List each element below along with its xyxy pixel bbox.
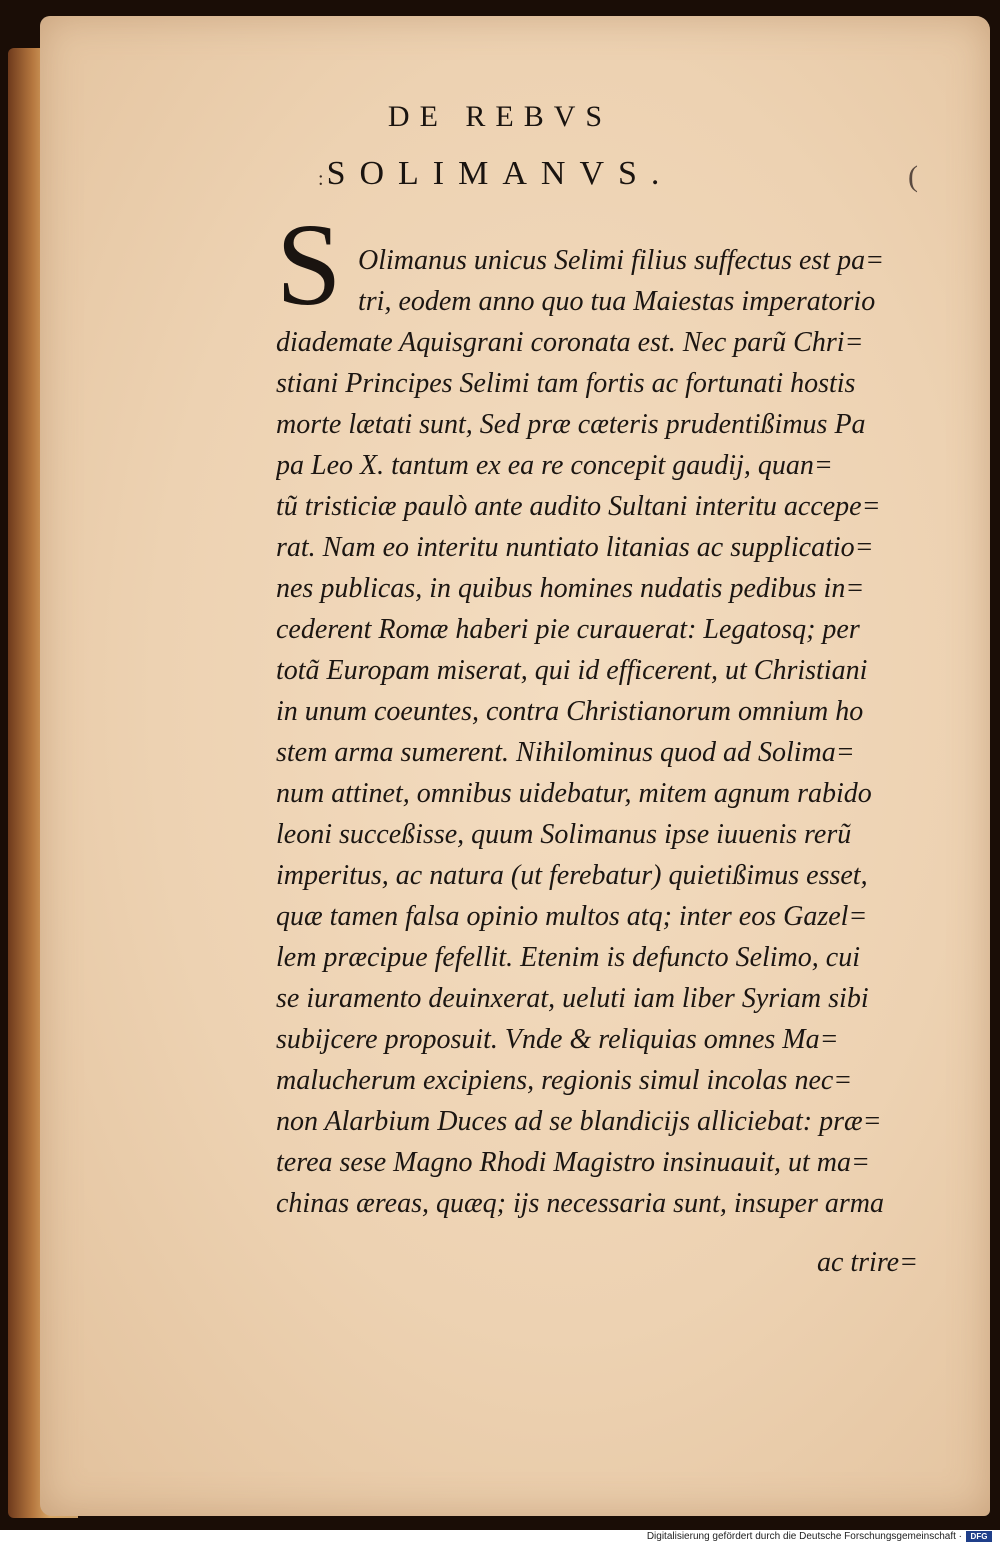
text-line: in unum coeuntes, contra Christianorum omnium ho [276,696,864,727]
footer-credit: Digitalisierung gefördert durch die Deutsche Forschungsgemeinschaft · [646,1531,962,1542]
text-line: quæ tamen falsa opinio multos atq; inter eos Gazel= [276,901,868,932]
text-line: terea sese Magno Rhodi Magistro insinuauit, ut ma= [276,1147,870,1178]
text-line: pa Leo X. tantum ex ea re concepit gaudij, quan= [276,450,833,481]
drop-cap-initial: S [276,199,342,330]
margin-mark-right: ( [908,160,918,193]
text-line: cederent Romæ haberi pie curauerat: Legatosq; per [276,614,860,645]
text-line: Olimanus unicus Selimi filius suffectus est pa= [358,245,884,276]
body-text [276,240,928,1224]
text-line: tũ tristiciæ paulò ante audito Sultani interitu accepe= [276,491,881,522]
text-line: stiani Principes Selimi tam fortis ac fortunati hostis [276,368,856,399]
text-line: imperitus, ac natura (ut ferebatur) quietißimus esset, [276,860,868,891]
text-line: rat. Nam eo interitu nuntiato litanias ac supplicatio= [276,532,874,563]
text-line: non Alarbium Duces ad se blandicijs alliciebat: præ= [276,1106,882,1137]
text-line: malucherum excipiens, regionis simul incolas nec= [276,1065,853,1096]
text-line: se iuramento deuinxerat, ueluti iam liber Syriam sibi [276,983,869,1014]
text-line: num attinet, omnibus uidebatur, mitem agnum rabido [276,778,872,809]
text-line: lem præcipue fefellit. Etenim is defuncto Selimo, cui [276,942,860,973]
catchword: ac trire= [816,1247,918,1278]
text-line: morte lætati sunt, Sed præ cæteris prudentißimus Pa [276,409,866,440]
text-line: stem arma sumerent. Nihilominus quod ad Solima= [276,737,855,768]
text-line: totã Europam miserat, qui id efficerent, ut Christiani [276,655,868,686]
text-line: nes publicas, in quibus homines nudatis pedibus in= [276,573,865,604]
text-line: subijcere proposuit. Vnde & reliquias omnes Ma= [276,1024,839,1055]
text-line: tri, eodem anno quo tua Maiestas imperatorio [358,286,876,317]
margin-mark-left: : [318,168,324,190]
text-line: leoni succeßisse, quum Solimanus ipse iuuenis rerũ [276,819,852,850]
text-line: chinas æreas, quæq; ijs necessaria sunt, insuper arma [276,1188,884,1219]
dfg-logo: DFG [966,1531,992,1542]
running-head: DE REBVS [387,100,613,133]
text-line: diademate Aquisgrani coronata est. Nec parũ Chri= [276,327,864,358]
chapter-title: SOLIMANVS. [326,155,674,192]
